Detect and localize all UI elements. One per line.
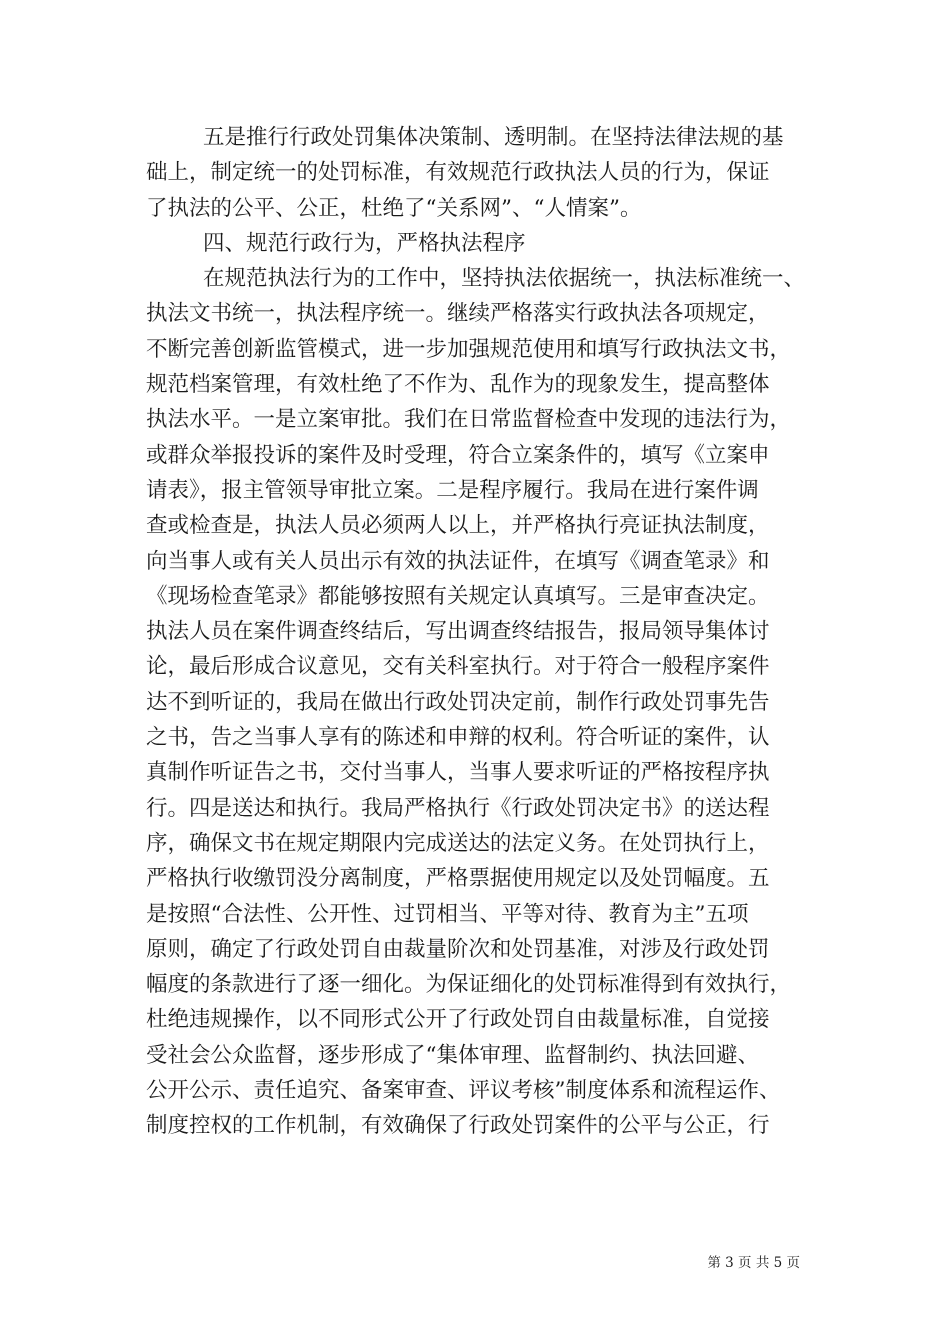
paragraph-line: 五是推行行政处罚集体决策制、透明制。在坚持法律法规的基 bbox=[203, 125, 784, 150]
paragraph-line: 真制作听证告之书，交付当事人，当事人要求听证的严格按程序执 bbox=[146, 760, 770, 786]
paragraph-line: 幅度的条款进行了逐一细化。为保证细化的处罚标准得到有效执行， bbox=[146, 972, 792, 998]
paragraph-line: 查或检查是，执法人员必须两人以上，并严格执行亮证执法制度， bbox=[146, 513, 770, 539]
page-number: 第 3 页 共 5 页 bbox=[707, 1255, 800, 1271]
section-heading: 四、规范行政行为，严格执法程序 bbox=[203, 230, 526, 256]
paragraph-line: 在规范执法行为的工作中，坚持执法依据统一，执法标准统一、 bbox=[203, 266, 806, 292]
paragraph-line: 序，确保文书在规定期限内完成送达的法定义务。在处罚执行上， bbox=[146, 830, 770, 856]
paragraph-line: 杜绝违规操作，以不同形式公开了行政处罚自由裁量标准，自觉接 bbox=[146, 1007, 770, 1033]
paragraph-line: 执法水平。一是立案审批。我们在日常监督检查中发现的违法行为， bbox=[146, 407, 792, 433]
paragraph-line: 达不到听证的，我局在做出行政处罚决定前，制作行政处罚事先告 bbox=[146, 689, 770, 715]
paragraph-line: 执法人员在案件调查终结后，写出调查终结报告，报局领导集体讨 bbox=[146, 619, 770, 645]
paragraph-line: 严格执行收缴罚没分离制度，严格票据使用规定以及处罚幅度。五 bbox=[146, 866, 770, 892]
paragraph-line: 了执法的公平、公正，杜绝了“关系网”、“人情案”。 bbox=[146, 195, 642, 221]
paragraph-line: 原则，确定了行政处罚自由裁量阶次和处罚基准，对涉及行政处罚 bbox=[146, 936, 770, 962]
body-text bbox=[146, 120, 811, 1144]
paragraph-line: 公开公示、责任追究、备案审查、评议考核”制度体系和流程运作、 bbox=[146, 1078, 781, 1104]
paragraph-line: 不断完善创新监管模式，进一步加强规范使用和填写行政执法文书， bbox=[146, 336, 792, 362]
paragraph-line: 向当事人或有关人员出示有效的执法证件，在填写《调查笔录》和 bbox=[146, 548, 770, 574]
paragraph-line: 是按照“合法性、公开性、过罚相当、平等对待、教育为主”五项 bbox=[146, 901, 749, 927]
paragraph-line: 论，最后形成合议意见，交有关科室执行。对于符合一般程序案件 bbox=[146, 654, 770, 680]
paragraph-line: 请表》，报主管领导审批立案。二是程序履行。我局在进行案件调 bbox=[146, 477, 759, 503]
paragraph-line: 行。四是送达和执行。我局严格执行《行政处罚决定书》的送达程 bbox=[146, 795, 770, 821]
paragraph-line: 受社会公众监督，逐步形成了“集体审理、监督制约、执法回避、 bbox=[146, 1042, 759, 1068]
paragraph-line: 制度控权的工作机制，有效确保了行政处罚案件的公平与公正，行 bbox=[146, 1113, 770, 1139]
paragraph-line: 规范档案管理，有效杜绝了不作为、乱作为的现象发生，提高整体 bbox=[146, 372, 770, 398]
paragraph-line: 之书，告之当事人享有的陈述和申辩的权利。符合听证的案件，认 bbox=[146, 725, 770, 751]
paragraph-line: 执法文书统一，执法程序统一。继续严格落实行政执法各项规定， bbox=[146, 301, 770, 327]
paragraph-line: 础上，制定统一的处罚标准，有效规范行政执法人员的行为，保证 bbox=[146, 160, 770, 186]
paragraph-line: 《现场检查笔录》都能够按照有关规定认真填写。三是审查决定。 bbox=[146, 583, 770, 609]
paragraph-line: 或群众举报投诉的案件及时受理，符合立案条件的，填写《立案申 bbox=[146, 442, 770, 468]
